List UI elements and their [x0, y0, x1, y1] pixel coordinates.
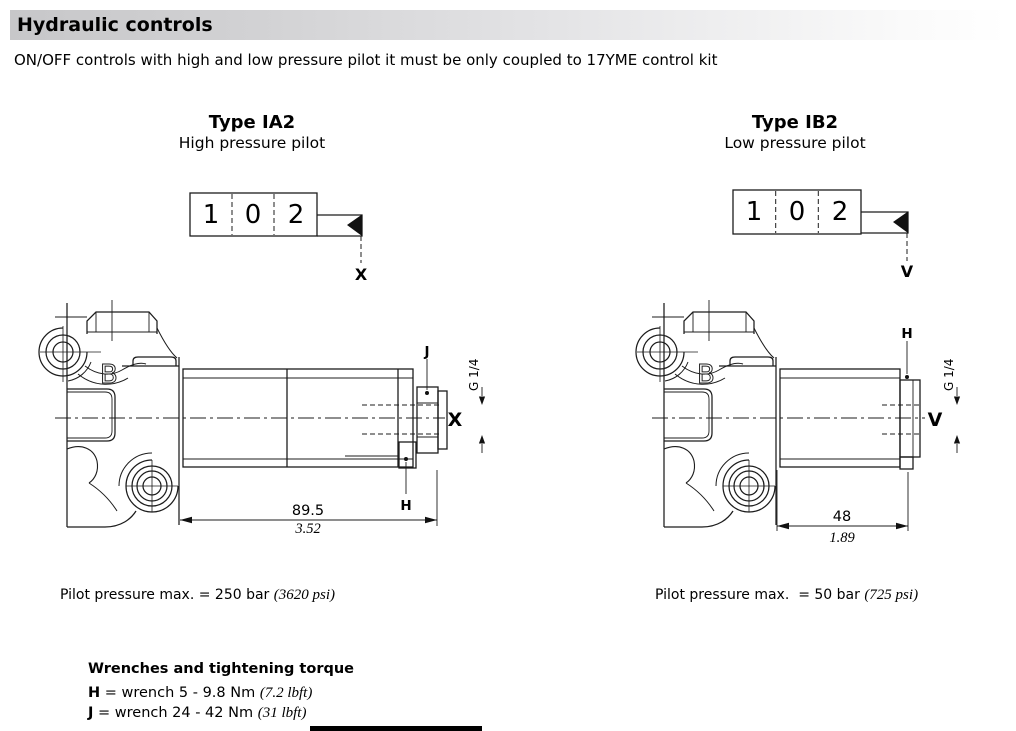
right-type-subtitle: Low pressure pilot	[724, 134, 866, 152]
ib2-valve-symbol	[733, 190, 914, 281]
dimension-89-5	[180, 470, 437, 537]
pressure-imperial: (3620 psi)	[273, 587, 336, 603]
ia2-valve-symbol	[190, 193, 368, 284]
dimension-mm: 89.5	[291, 503, 325, 519]
page-footer-bar	[310, 726, 482, 731]
ib2-pilot-port-label: V	[900, 262, 914, 281]
left-type-title: Type IA2	[208, 112, 296, 133]
x-port-label: X	[447, 409, 463, 431]
right-pressure-note	[655, 587, 918, 604]
pressure-metric: Pilot pressure max. = 50 bar	[655, 587, 860, 603]
pressure-metric: Pilot pressure max. = 250 bar	[60, 587, 270, 603]
actuator-cylinder	[780, 369, 920, 469]
thread-size-label: G 1/4	[467, 358, 481, 391]
left-pressure-note	[60, 587, 335, 604]
symbol-position-0: 0	[244, 200, 262, 230]
pilot-triangle-icon	[893, 212, 908, 234]
wrench-row-h: H = wrench 5 - 9.8 Nm (7.2 lbft)	[88, 685, 313, 701]
symbol-position-1: 1	[202, 200, 220, 230]
hidden-thread-lines	[362, 405, 442, 434]
h-fitting-label: H	[901, 326, 913, 342]
symbol-position-2: 2	[831, 197, 849, 227]
h-fitting-label: H	[400, 498, 412, 514]
pressure-imperial: (725 psi)	[864, 587, 919, 603]
thread-size-label: G 1/4	[942, 358, 956, 391]
dimension-mm: 48	[832, 509, 852, 525]
pilot-triangle-icon	[347, 215, 362, 237]
dimension-inch: 3.52	[295, 521, 321, 537]
ia2-pilot-port-label: X	[354, 265, 368, 284]
intro-text: ON/OFF controls with high and low pressure pilot it must be only coupled to 17YME control kit	[14, 51, 718, 69]
right-type-title: Type IB2	[751, 112, 839, 133]
ia2-dimensional-drawing	[39, 300, 485, 537]
dimension-inch: 1.89	[829, 530, 855, 546]
dimension-48	[777, 470, 908, 546]
left-type-subtitle: High pressure pilot	[178, 134, 326, 152]
wrench-heading: Wrenches and tightening torque	[88, 661, 355, 677]
symbol-position-1: 1	[745, 197, 763, 227]
wrench-row-j: J = wrench 24 - 42 Nm (31 lbft)	[88, 705, 307, 721]
ib2-dimensional-drawing	[636, 300, 960, 546]
hidden-thread-lines	[882, 405, 922, 434]
section-title: Hydraulic controls	[17, 14, 213, 36]
j-fitting-label: J	[424, 344, 430, 360]
symbol-position-0: 0	[788, 197, 806, 227]
actuator-cylinder	[183, 369, 447, 468]
wrench-torque-block	[88, 661, 354, 723]
v-port-label: V	[927, 409, 943, 431]
symbol-position-2: 2	[287, 200, 305, 230]
